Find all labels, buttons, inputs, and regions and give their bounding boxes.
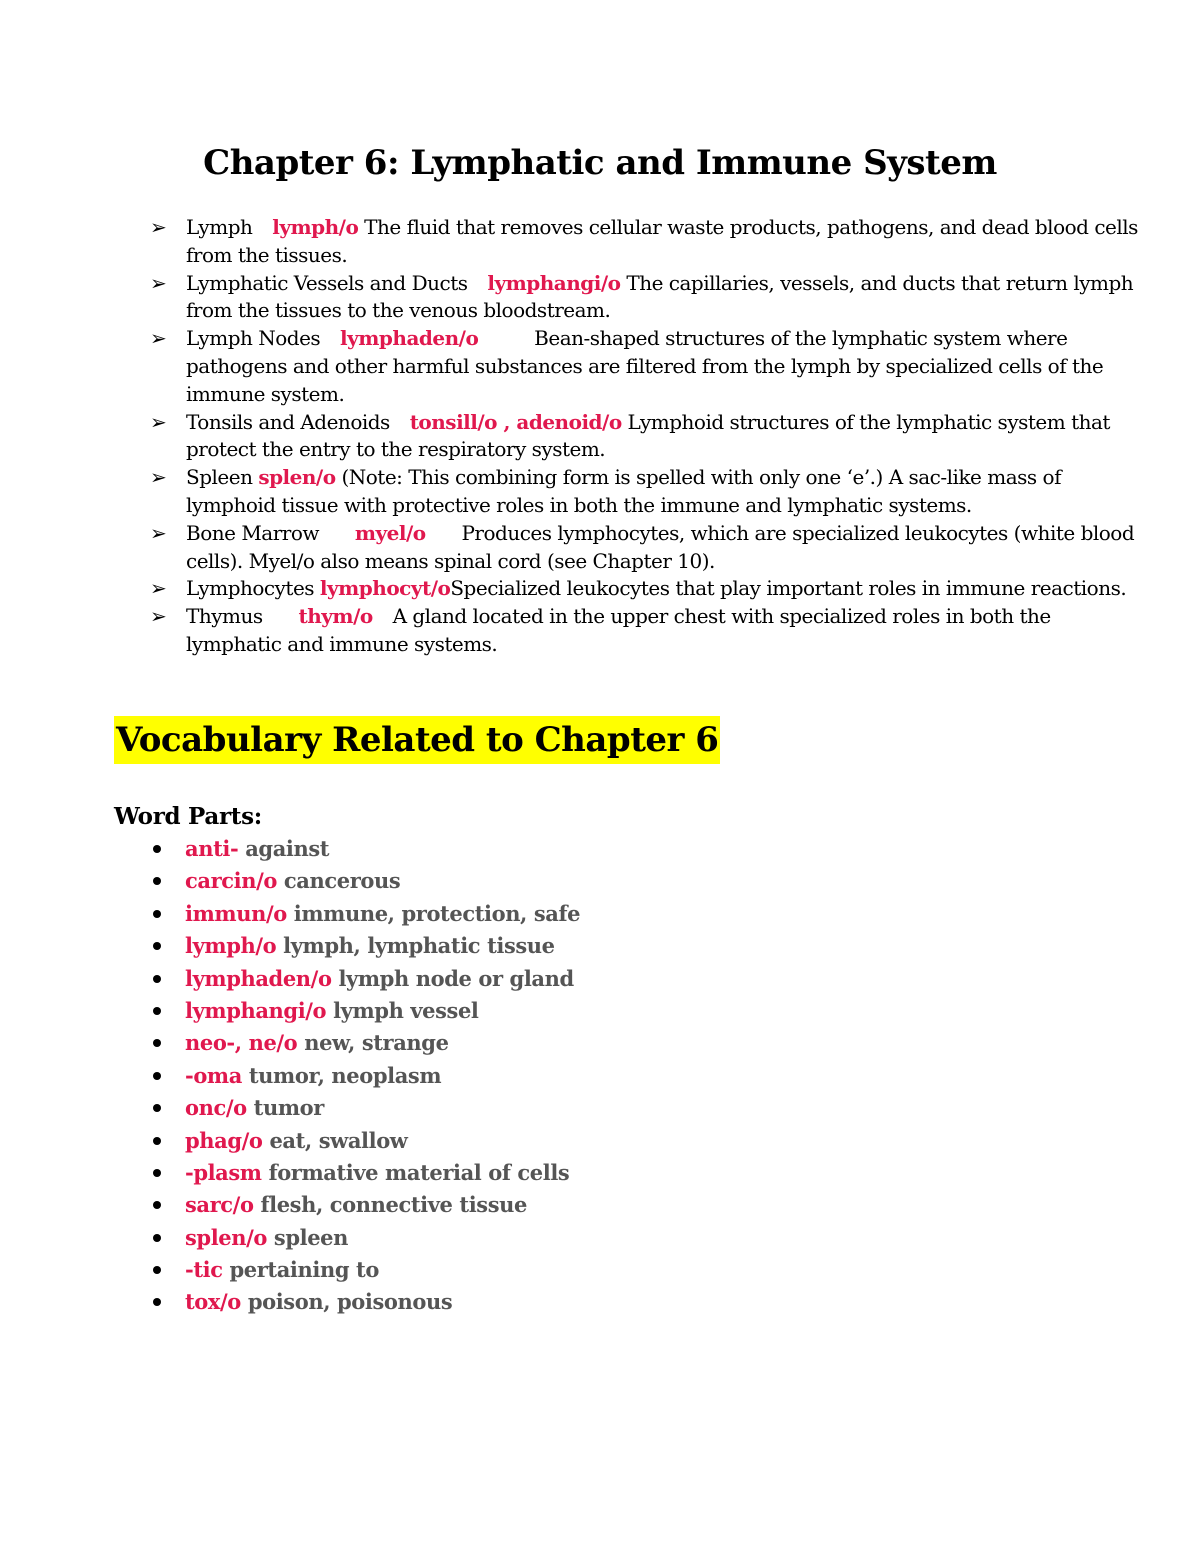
word-meaning: tumor <box>253 1095 324 1121</box>
term-name: Lymph <box>186 215 253 239</box>
bullet-icon <box>153 975 161 983</box>
word-part: -oma <box>185 1062 242 1088</box>
combining-form: thym/o <box>298 604 373 629</box>
term-name: Lymphocytes <box>186 576 315 601</box>
term-item-bone-marrow <box>150 520 1140 576</box>
word-part: anti- <box>185 836 239 861</box>
bullet-icon <box>153 877 161 885</box>
word-meaning: poison, poisonous <box>247 1289 453 1315</box>
term-definition: Specialized leukocytes that play important roles in immune reactions. <box>450 576 1127 601</box>
word-part: sarc/o <box>185 1192 254 1218</box>
word-part: lymph/o <box>185 933 277 959</box>
bullet-icon <box>153 910 161 918</box>
combining-form: tonsill/o , adenoid/o <box>409 409 622 434</box>
term-item-thymus <box>150 603 1140 659</box>
term-definition: Lymphoid structures of the lymphatic system that protect the entry to the respiratory system. <box>186 409 1110 462</box>
list-item <box>150 1157 580 1189</box>
word-part: carcin/o <box>185 868 277 894</box>
arrow-bullet-icon: ➢ <box>150 520 167 545</box>
word-part: neo-, ne/o <box>185 1030 298 1056</box>
list-item <box>150 865 580 897</box>
list-item <box>150 963 580 995</box>
word-meaning: immune, protection, safe <box>293 900 581 926</box>
term-definition: Produces lymphocytes, which are specialized leukocytes (white blood cells). Myel/o also means spinal cord (see Chapter 10). <box>186 520 1135 573</box>
word-meaning: lymph, lymphatic tissue <box>283 933 555 959</box>
bullet-icon <box>153 1104 161 1112</box>
bullet-icon <box>153 1039 161 1047</box>
bullet-icon <box>153 1234 161 1242</box>
term-name: Spleen <box>186 465 253 490</box>
term-definition: (Note: This combining form is spelled with only one ‘e’.) A sac-like mass of lymphoid tissue with protective roles in both the immune and lymphatic systems. <box>186 465 1061 517</box>
word-meaning: cancerous <box>283 868 401 894</box>
word-part: tox/o <box>185 1289 241 1315</box>
word-part: onc/o <box>185 1095 247 1121</box>
list-item <box>150 1254 580 1286</box>
term-item-lymph <box>150 214 1140 270</box>
combining-form: lymphocyt/o <box>319 576 451 601</box>
word-part: splen/o <box>185 1224 267 1250</box>
word-meaning: spleen <box>273 1224 348 1250</box>
bullet-icon <box>153 1201 161 1209</box>
combining-form: lymphangi/o <box>487 270 621 295</box>
word-meaning: flesh, connective tissue <box>260 1192 527 1218</box>
word-meaning: eat, swallow <box>269 1127 408 1153</box>
word-part: phag/o <box>185 1127 263 1153</box>
list-item <box>150 1286 580 1318</box>
word-meaning: pertaining to <box>229 1257 379 1283</box>
list-item <box>150 1027 580 1059</box>
word-meaning: new, strange <box>304 1030 449 1056</box>
term-item-spleen <box>150 464 1140 520</box>
term-definition: A gland located in the upper chest with specialized roles in both the lymphatic and immune systems. <box>186 604 1051 656</box>
arrow-bullet-icon: ➢ <box>150 326 167 351</box>
bullet-icon <box>153 845 161 853</box>
list-item <box>150 898 580 930</box>
terms-list <box>150 214 1140 659</box>
list-item <box>150 833 580 865</box>
arrow-bullet-icon: ➢ <box>150 409 167 434</box>
bullet-icon <box>153 942 161 950</box>
term-item-tonsils <box>150 409 1140 465</box>
word-part: lymphangi/o <box>185 997 327 1023</box>
arrow-bullet-icon: ➢ <box>150 270 167 295</box>
word-part: lymphaden/o <box>185 965 332 991</box>
term-name: Lymphatic Vessels and Ducts <box>186 270 468 295</box>
arrow-bullet-icon: ➢ <box>150 604 167 629</box>
term-definition: The fluid that removes cellular waste products, pathogens, and dead blood cells from the tissues. <box>186 215 1138 267</box>
term-name: Lymph Nodes <box>186 326 321 351</box>
arrow-bullet-icon: ➢ <box>150 215 167 239</box>
term-definition: Bean-shaped structures of the lymphatic system where pathogens and other harmful substances are filtered from the lymph by specialized cells of the immune system. <box>186 326 1104 406</box>
word-meaning: formative material of cells <box>268 1159 570 1185</box>
term-item-lymphocytes <box>150 575 1140 603</box>
combining-form: lymph/o <box>272 215 359 239</box>
term-name: Bone Marrow <box>186 520 319 545</box>
bullet-icon <box>153 1072 161 1080</box>
bullet-icon <box>153 1298 161 1306</box>
term-item-lymph-nodes <box>150 325 1140 408</box>
list-item <box>150 930 580 962</box>
bullet-icon <box>153 1266 161 1274</box>
arrow-bullet-icon: ➢ <box>150 576 167 601</box>
word-meaning: lymph node or gland <box>338 965 574 991</box>
word-part: -tic <box>185 1257 223 1283</box>
list-item <box>150 1125 580 1157</box>
word-meaning: against <box>245 836 330 861</box>
arrow-bullet-icon: ➢ <box>150 465 167 490</box>
word-part: -plasm <box>185 1159 262 1185</box>
word-parts-label: Word Parts: <box>114 803 262 830</box>
list-item <box>150 1060 580 1092</box>
list-item <box>150 995 580 1027</box>
page-title: Chapter 6: Lymphatic and Immune System <box>203 143 997 183</box>
word-parts-list <box>150 833 580 1319</box>
word-meaning: tumor, neoplasm <box>248 1062 442 1088</box>
term-definition: The capillaries, vessels, and ducts that return lymph from the tissues to the venous bloodstream. <box>186 270 1134 323</box>
term-item-lymphatic-vessels <box>150 270 1140 326</box>
word-part: immun/o <box>185 900 287 926</box>
list-item <box>150 1189 580 1221</box>
list-item <box>150 1092 580 1124</box>
vocabulary-heading: Vocabulary Related to Chapter 6 <box>114 716 720 764</box>
bullet-icon <box>153 1007 161 1015</box>
bullet-icon <box>153 1169 161 1177</box>
list-item <box>150 1222 580 1254</box>
term-name: Tonsils and Adenoids <box>186 409 390 434</box>
bullet-icon <box>153 1137 161 1145</box>
combining-form: lymphaden/o <box>340 326 479 351</box>
combining-form: myel/o <box>354 520 426 545</box>
word-meaning: lymph vessel <box>333 997 479 1023</box>
term-name: Thymus <box>186 604 263 629</box>
combining-form: splen/o <box>258 465 336 490</box>
